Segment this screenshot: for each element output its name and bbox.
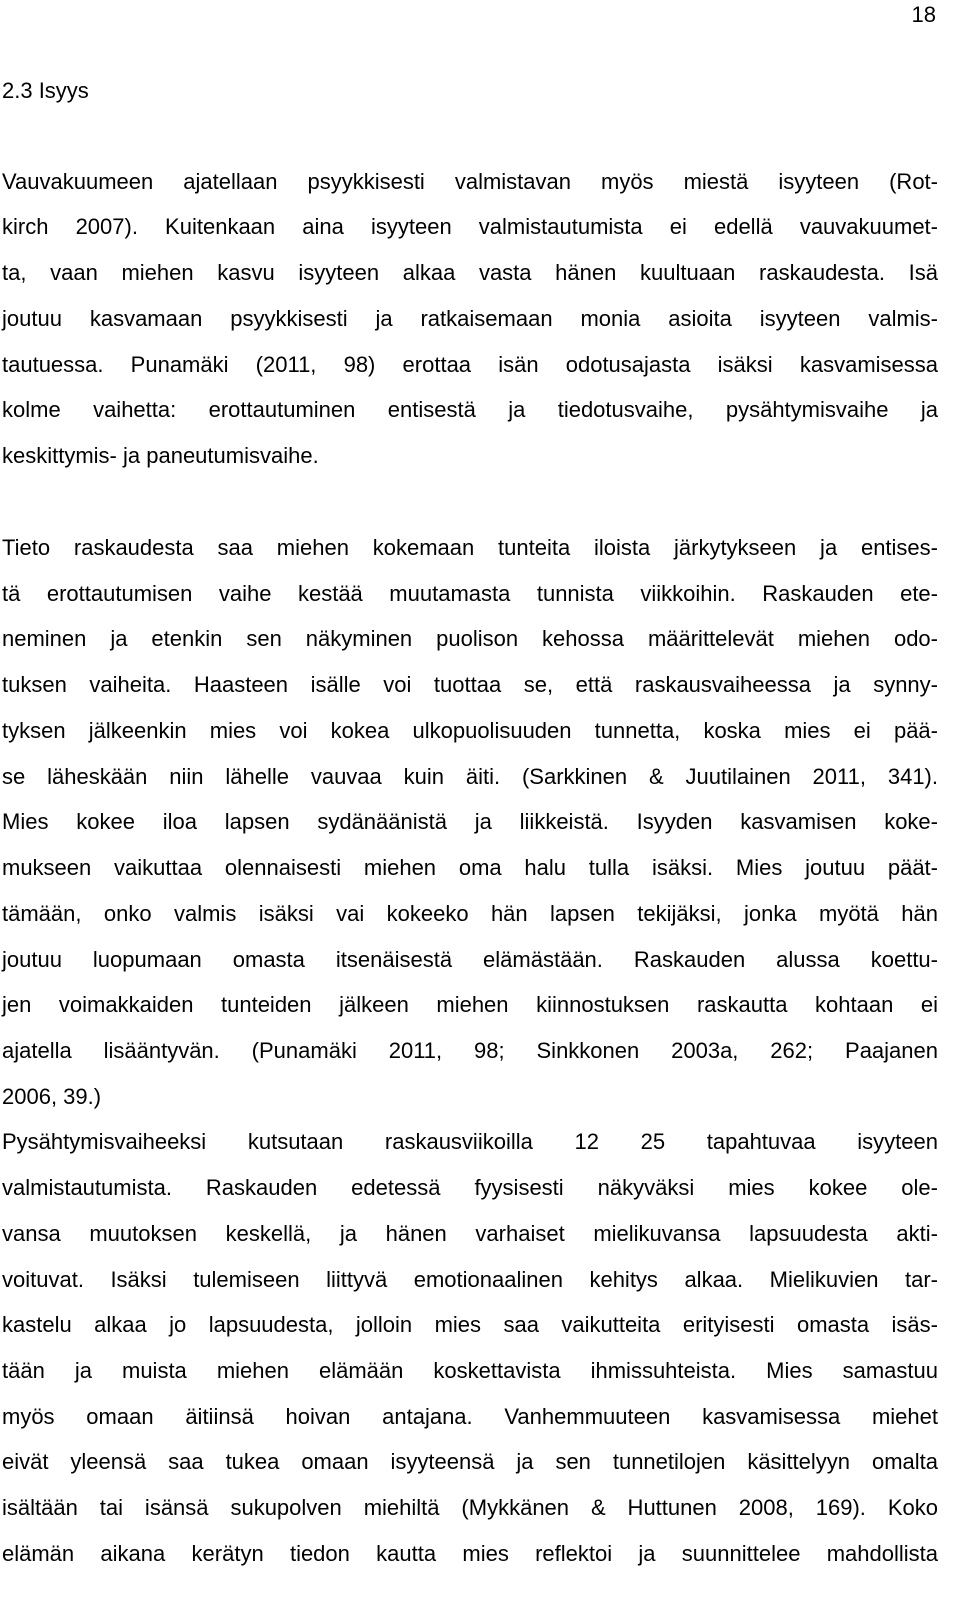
text-line: vansa muutoksen keskellä, ja hänen varhaiset mielikuvansa lapsuudesta akti- <box>2 1221 938 1246</box>
text-line: eivät yleensä saa tukea omaan isyyteensä ja sen tunnetilojen käsittelyyn omalta <box>2 1449 938 1474</box>
text-line: neminen ja etenkin sen näkyminen puolison kehossa määrittelevät miehen odo- <box>2 626 938 651</box>
text-line: Vauvakuumeen ajatellaan psyykkisesti valmistavan myös miestä isyyteen (Rot- <box>2 169 938 194</box>
text-line: tä erottautumisen vaihe kestää muutamasta tunnista viikkoihin. Raskauden ete- <box>2 581 938 606</box>
text-line: joutuu luopumaan omasta itsenäisestä elämästään. Raskauden alussa koettu- <box>2 947 938 972</box>
text-line: tään ja muista miehen elämään koskettavista ihmissuhteista. Mies samastuu <box>2 1358 938 1383</box>
text-line: kastelu alkaa jo lapsuudesta, jolloin mies saa vaikutteita erityisesti omasta isäs- <box>2 1312 938 1337</box>
text-line: 2006, 39.) <box>2 1084 102 1109</box>
section-heading: 2.3 Isyys <box>2 78 89 103</box>
page-number: 18 <box>911 2 936 27</box>
text-line: keskittymis- ja paneutumisvaihe. <box>2 443 319 468</box>
text-line: kirch 2007). Kuitenkaan aina isyyteen valmistautumista ei edellä vauvakuumet- <box>2 214 938 239</box>
text-line: kolme vaihetta: erottautuminen entisestä ja tiedotusvaihe, pysähtymisvaihe ja <box>2 397 938 422</box>
text-line: tautuessa. Punamäki (2011, 98) erottaa isän odotusajasta isäksi kasvamisessa <box>2 352 938 377</box>
text-line: se läheskään niin lähelle vauvaa kuin äiti. (Sarkkinen & Juutilainen 2011, 341). <box>2 764 938 789</box>
text-line: tämään, onko valmis isäksi vai kokeeko hän lapsen tekijäksi, jonka myötä hän <box>2 901 938 926</box>
text-line: isältään tai isänsä sukupolven miehiltä (Mykkänen & Huttunen 2008, 169). Koko <box>2 1495 938 1520</box>
text-line: elämän aikana kerätyn tiedon kautta mies reflektoi ja suunnittelee mahdollista <box>2 1541 938 1566</box>
text-line: voituvat. Isäksi tulemiseen liittyvä emotionaalinen kehitys alkaa. Mielikuvien tar- <box>2 1267 938 1292</box>
text-line: ajatella lisääntyvän. (Punamäki 2011, 98; Sinkkonen 2003a, 262; Paajanen <box>2 1038 938 1063</box>
text-line: Tieto raskaudesta saa miehen kokemaan tunteita iloista järkytykseen ja entises- <box>2 535 938 560</box>
text-line: Mies kokee iloa lapsen sydänäänistä ja liikkeistä. Isyyden kasvamisen koke- <box>2 809 938 834</box>
text-line: tuksen vaiheita. Haasteen isälle voi tuottaa se, että raskausvaiheessa ja synny- <box>2 672 938 697</box>
text-line: joutuu kasvamaan psyykkisesti ja ratkaisemaan monia asioita isyyteen valmis- <box>2 306 938 331</box>
text-line: mukseen vaikuttaa olennaisesti miehen oma halu tulla isäksi. Mies joutuu päät- <box>2 855 938 880</box>
text-line: tyksen jälkeenkin mies voi kokea ulkopuolisuuden tunnetta, koska mies ei pää- <box>2 718 938 743</box>
text-line: ta, vaan miehen kasvu isyyteen alkaa vasta hänen kuultuaan raskaudesta. Isä <box>2 260 938 285</box>
text-line: Pysähtymisvaiheeksi kutsutaan raskausviikoilla 12 25 tapahtuvaa isyyteen <box>2 1129 938 1154</box>
text-line: myös omaan äitiinsä hoivan antajana. Vanhemmuuteen kasvamisessa miehet <box>2 1404 938 1429</box>
text-line: jen voimakkaiden tunteiden jälkeen miehen kiinnostuksen raskautta kohtaan ei <box>2 992 938 1017</box>
text-line: valmistautumista. Raskauden edetessä fyysisesti näkyväksi mies kokee ole- <box>2 1175 938 1200</box>
